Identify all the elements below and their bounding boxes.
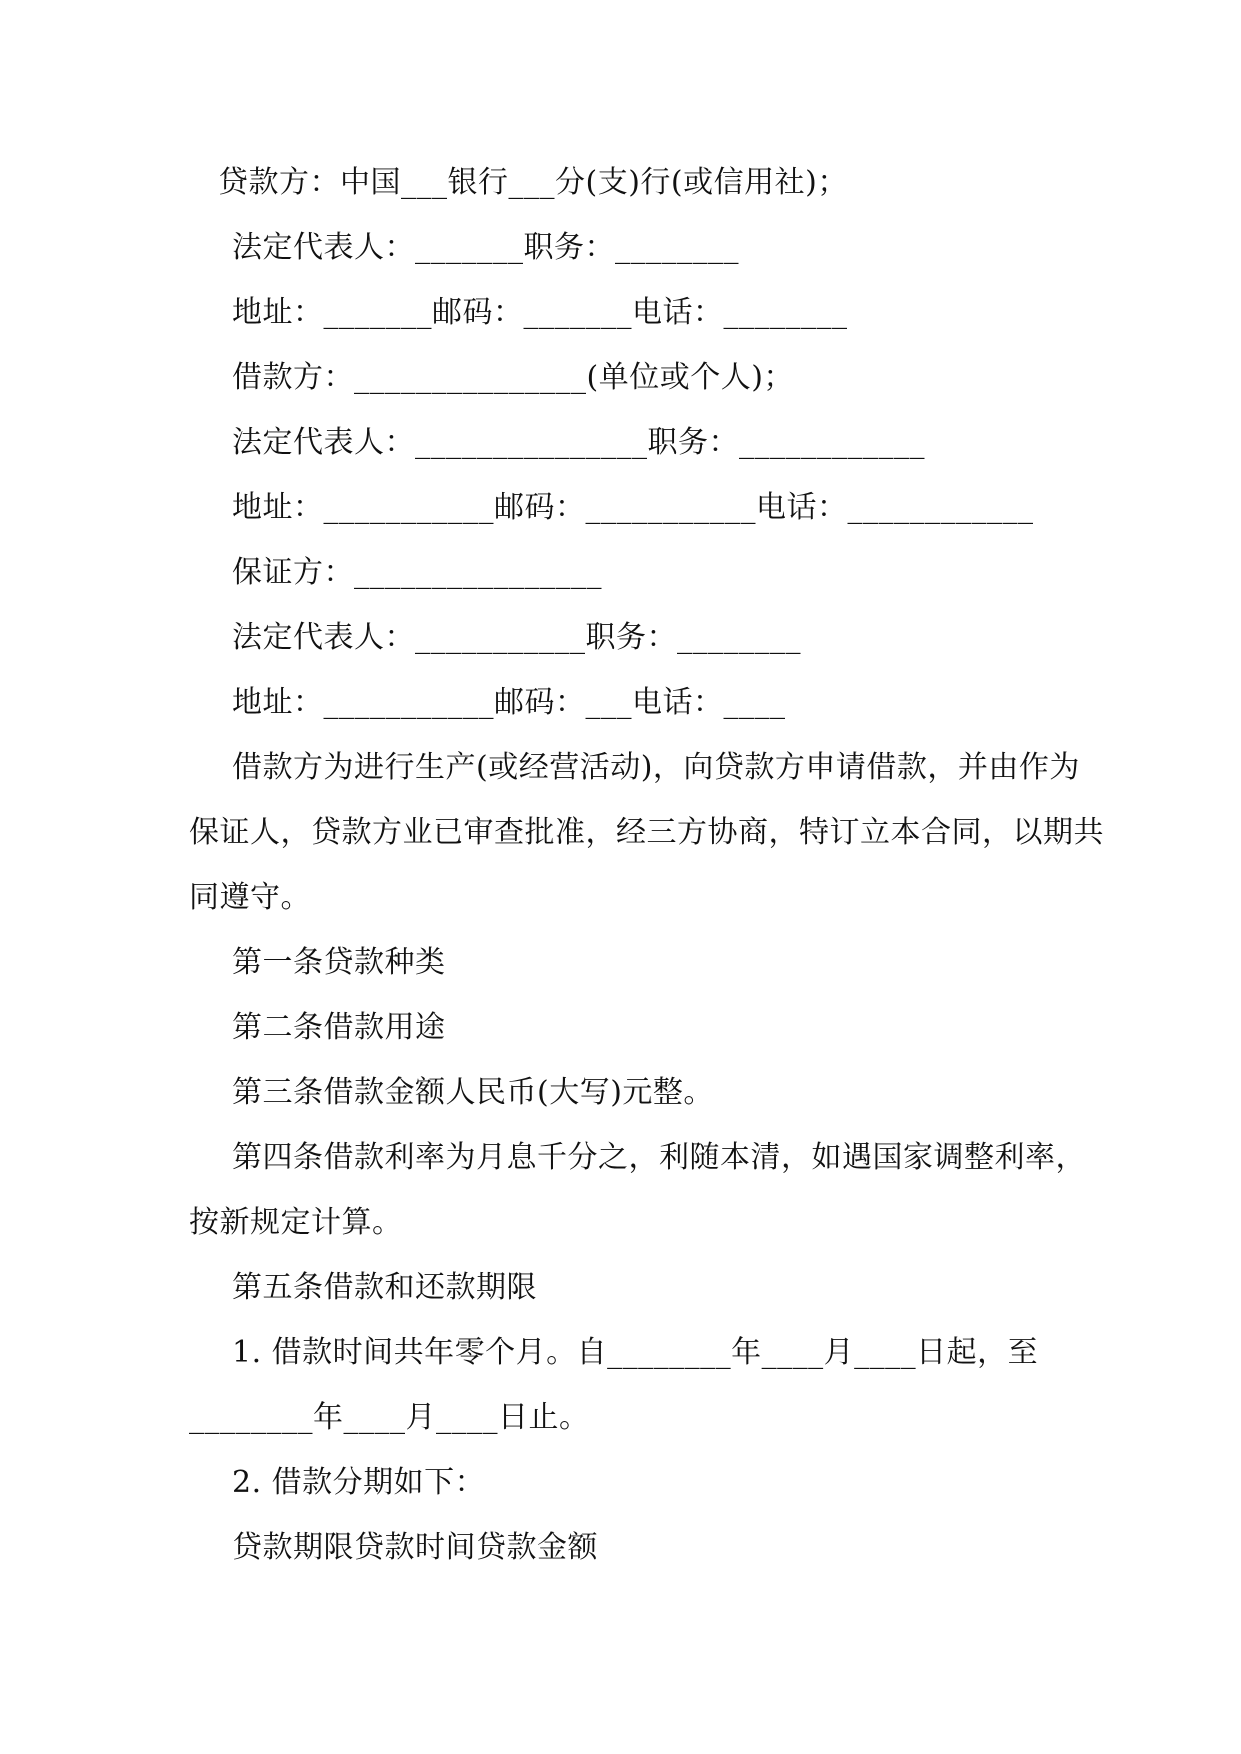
borrower-address-line: 地址：___________邮码：___________电话：____________ [232, 490, 1034, 525]
article-4-line-2: 按新规定计算。 [189, 1205, 403, 1240]
lender-address-line: 地址：_______邮码：_______电话：________ [232, 295, 848, 330]
preamble-line-2: 保证人，贷款方业已审查批准，经三方协商，特订立本合同，以期共 [189, 815, 1104, 850]
preamble-line-1: 借款方为进行生产(或经营活动)，向贷款方申请借款，并由作为 [232, 750, 1080, 785]
article-2: 第二条借款用途 [232, 1010, 446, 1045]
lender-representative-line: 法定代表人：_______职务：________ [232, 230, 739, 265]
article-3: 第三条借款金额人民币(大写)元整。 [232, 1075, 714, 1110]
article-5-item-1-line-2: ________年____月____日止。 [189, 1400, 590, 1435]
guarantor-representative-line: 法定代表人：___________职务：________ [232, 620, 801, 655]
installment-table-header: 贷款期限贷款时间贷款金额 [232, 1530, 598, 1565]
article-5: 第五条借款和还款期限 [232, 1270, 537, 1305]
guarantor-line: 保证方：________________ [232, 555, 602, 590]
article-5-item-2: 2. 借款分期如下： [232, 1465, 486, 1500]
guarantor-address-line: 地址：___________邮码：___电话：____ [232, 685, 786, 720]
article-1: 第一条贷款种类 [232, 945, 446, 980]
lender-line: 贷款方：中国___银行___分(支)行(或信用社)； [218, 165, 848, 200]
borrower-line: 借款方：_______________(单位或个人)； [232, 360, 794, 395]
borrower-representative-line: 法定代表人：_______________职务：____________ [232, 425, 925, 460]
article-4-line-1: 第四条借款利率为月息千分之，利随本清，如遇国家调整利率， [232, 1140, 1086, 1175]
article-5-item-1-line-1: 1. 借款时间共年零个月。自________年____月____日起，至 [232, 1335, 1039, 1370]
preamble-line-3: 同遵守。 [189, 880, 311, 915]
